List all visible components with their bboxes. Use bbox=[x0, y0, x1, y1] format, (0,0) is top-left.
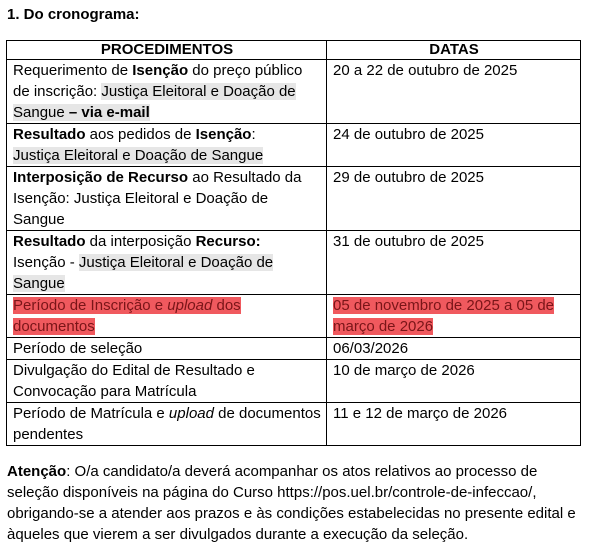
section-heading: 1. Do cronograma: bbox=[7, 6, 140, 23]
attention-label: Atenção bbox=[7, 463, 67, 480]
procedure-cell: Resultado aos pedidos de Isenção: Justiça Eleitoral e Doação de Sangue bbox=[7, 124, 327, 167]
column-header-dates: DATAS bbox=[327, 41, 581, 60]
table-row bbox=[7, 167, 581, 231]
table-header-row bbox=[7, 41, 581, 60]
procedure-cell: Divulgação do Edital de Resultado e Convocação para Matrícula bbox=[7, 360, 327, 403]
table-row-highlighted bbox=[7, 295, 581, 338]
table-row bbox=[7, 360, 581, 403]
column-header-procedures: PROCEDIMENTOS bbox=[7, 41, 327, 60]
date-cell: 05 de novembro de 2025 a 05 de março de 2026 bbox=[327, 295, 581, 338]
date-cell: 10 de março de 2026 bbox=[327, 360, 581, 403]
date-cell: 31 de outubro de 2025 bbox=[327, 231, 581, 295]
procedure-cell: Interposição de Recurso ao Resultado da Isenção: Justiça Eleitoral e Doação de Sangue bbox=[7, 167, 327, 231]
table-row bbox=[7, 403, 581, 446]
table-row bbox=[7, 231, 581, 295]
date-cell: 20 a 22 de outubro de 2025 bbox=[327, 60, 581, 124]
table-row bbox=[7, 338, 581, 360]
procedure-cell: Período de seleção bbox=[7, 338, 327, 360]
procedure-cell: Requerimento de Isenção do preço público de inscrição: Justiça Eleitoral e Doação de Sangue – via e-mail bbox=[7, 60, 327, 124]
procedure-cell: Período de Inscrição e upload dos documentos bbox=[7, 295, 327, 338]
table-row bbox=[7, 124, 581, 167]
schedule-table bbox=[6, 40, 581, 446]
date-cell: 29 de outubro de 2025 bbox=[327, 167, 581, 231]
date-cell: 24 de outubro de 2025 bbox=[327, 124, 581, 167]
date-cell: 11 e 12 de março de 2026 bbox=[327, 403, 581, 446]
attention-note bbox=[7, 461, 592, 545]
procedure-cell: Resultado da interposição Recurso: Isenção - Justiça Eleitoral e Doação de Sangue bbox=[7, 231, 327, 295]
attention-text: : O/a candidato/a deverá acompanhar os atos relativos ao processo de seleção disponíveis na página do Curso https://pos.uel.br/controle-de-infeccao/, obrigando-se a atender aos prazos e às condições estabelecidas no presente edital e àqueles que vierem a ser divulgados durante a execução da seleção. bbox=[7, 463, 576, 543]
date-cell: 06/03/2026 bbox=[327, 338, 581, 360]
table-row bbox=[7, 60, 581, 124]
procedure-cell: Período de Matrícula e upload de documentos pendentes bbox=[7, 403, 327, 446]
